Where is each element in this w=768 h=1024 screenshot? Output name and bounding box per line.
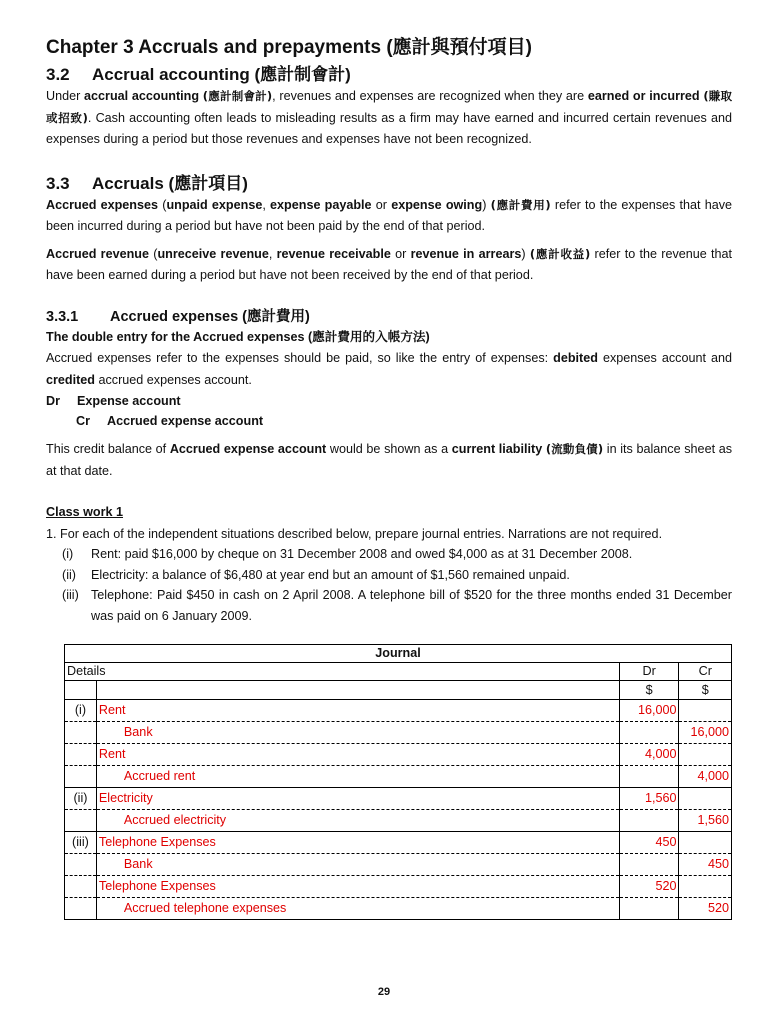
section-title: Accrual accounting (應計制會計) [92, 65, 351, 84]
journal-row [65, 876, 732, 898]
account-name: Telephone Expenses [96, 876, 619, 898]
section-number: 3.2 [46, 65, 70, 84]
journal-row [65, 810, 732, 832]
section-3-3-heading [46, 173, 732, 195]
dr-amount: 450 [619, 832, 679, 854]
dr-amount [619, 722, 679, 744]
term-earned-incurred: earned or incurred [587, 89, 700, 103]
accrued-revenue-definition [46, 244, 732, 287]
cr-amount: 450 [679, 854, 732, 876]
term-debited: debited [553, 351, 598, 365]
account-name: Rent [96, 700, 619, 722]
journal-header-row [65, 663, 732, 681]
term: expense owing [391, 197, 483, 212]
cr-account: Accrued expense account [107, 414, 264, 428]
text: in its balance sheet as at that date. [46, 442, 733, 478]
dr-label: Dr [46, 394, 60, 408]
section-title: Accrued expenses (應計費用) [110, 308, 310, 325]
question-text: For each of the independent situations described below, prepare journal entries. Narrations are not required. [60, 526, 663, 541]
journal-row [65, 744, 732, 766]
journal-row [65, 898, 732, 920]
cr-header: Cr [679, 663, 732, 681]
text: , [262, 197, 266, 212]
situation-number: (iii) [62, 588, 79, 602]
account-name: Bank [96, 854, 619, 876]
double-entry-subtitle: The double entry for the Accrued expenses (應計費用的入帳方法) [46, 329, 430, 344]
classwork-heading [46, 502, 732, 524]
cr-amount [679, 788, 732, 810]
text: accrued expenses account. [98, 372, 252, 387]
term: unpaid expense [166, 197, 263, 212]
entry-ref [65, 876, 97, 898]
journal-row [65, 722, 732, 744]
double-entry-paragraph [46, 348, 732, 391]
journal-row [65, 832, 732, 854]
cr-amount [679, 744, 732, 766]
journal-row [65, 854, 732, 876]
dr-amount [619, 766, 679, 788]
accrued-expenses-definition [46, 195, 732, 238]
account-name: Bank [96, 722, 619, 744]
section-number: 3.3 [46, 173, 70, 193]
text: or [395, 246, 407, 261]
dr-currency: $ [619, 681, 679, 700]
dr-amount: 4,000 [619, 744, 679, 766]
entry-ref: (ii) [65, 788, 97, 810]
entry-ref [65, 766, 97, 788]
chinese-term: (應計制會計) [202, 89, 273, 103]
journal-currency-row [65, 681, 732, 700]
text: ) [482, 197, 487, 212]
chinese-term: (應計收益) [529, 246, 591, 261]
cr-amount: 4,000 [679, 766, 732, 788]
cr-amount [679, 700, 732, 722]
dr-amount: 1,560 [619, 788, 679, 810]
text: refer to the revenue that have been earned during a period but have not been received by the end of that period. [46, 246, 733, 282]
question-number: 1. [46, 526, 57, 541]
text: , revenues and expenses are recognized when they are [272, 89, 585, 103]
entry-ref: (iii) [65, 832, 97, 854]
text: ( [162, 197, 167, 212]
text: . Cash accounting often leads to misleading results as a firm may have earned and incurred certain revenues and expenses during a period but those revenues and expenses have not been recognized. [46, 110, 732, 146]
empty-cell [65, 681, 97, 700]
entry-ref: (i) [65, 700, 97, 722]
term: Accrued expenses [46, 197, 159, 212]
account-name: Telephone Expenses [96, 832, 619, 854]
situation-number: (ii) [62, 567, 76, 582]
situation-text: Electricity: a balance of $6,480 at year end but an amount of $1,560 remained unpaid. [91, 567, 570, 582]
term: revenue in arrears [410, 246, 522, 261]
page-number: 29 [377, 986, 391, 998]
situation-number: (i) [62, 547, 74, 561]
cr-amount [679, 876, 732, 898]
situation-text: Rent: paid $16,000 by cheque on 31 December 2008 and owed $4,000 as at 31 December 2008. [91, 547, 633, 561]
account-name: Accrued telephone expenses [96, 898, 619, 920]
dr-amount: 520 [619, 876, 679, 898]
term: expense payable [270, 197, 372, 212]
situation-item [46, 544, 732, 565]
dr-amount: 16,000 [619, 700, 679, 722]
term: Accrued revenue [46, 246, 149, 261]
entry-ref [65, 744, 97, 766]
text: refer to the expenses that have been incurred during a period but have not been paid by the end of that period. [46, 197, 733, 233]
entry-ref [65, 854, 97, 876]
account-name: Accrued rent [96, 766, 619, 788]
situation-item [46, 585, 732, 626]
journal-title-row [65, 645, 732, 663]
dr-amount [619, 810, 679, 832]
text: or [375, 197, 387, 212]
term-accrual-accounting: accrual accounting [84, 89, 200, 103]
chinese-term: (賺取或招致) [46, 89, 733, 125]
dr-header: Dr [619, 663, 679, 681]
journal-table [64, 644, 732, 920]
section-title: Accruals (應計項目) [92, 173, 248, 193]
chinese-term: (應計費用) [490, 197, 551, 212]
cr-label: Cr [76, 414, 90, 428]
entry-ref [65, 722, 97, 744]
text: This credit balance of [46, 442, 167, 456]
dr-amount [619, 854, 679, 876]
section-3-3-1-heading [46, 307, 732, 327]
chapter-title: Chapter 3 Accruals and prepayments (應計與預付項目) [46, 37, 533, 58]
accrual-accounting-paragraph [46, 86, 732, 151]
question-item [46, 524, 732, 545]
journal-row [65, 700, 732, 722]
document-page [46, 36, 732, 626]
term: revenue receivable [276, 246, 391, 261]
text: Under [46, 89, 81, 103]
empty-cell [96, 681, 619, 700]
details-header: Details [65, 663, 620, 681]
situation-item [46, 565, 732, 586]
account-name: Accrued electricity [96, 810, 619, 832]
term: unreceive revenue [157, 246, 269, 261]
term: Accrued expense account [169, 442, 327, 456]
journal-row [65, 766, 732, 788]
text: ) [521, 246, 526, 261]
classwork-question [46, 524, 732, 627]
journal-row [65, 788, 732, 810]
term-current-liability: current liability [451, 442, 543, 456]
text: would be shown as a [329, 442, 449, 456]
classwork-title: Class work 1 [46, 505, 124, 519]
text: , [268, 246, 273, 261]
cr-amount: 1,560 [679, 810, 732, 832]
dr-account: Expense account [77, 394, 181, 408]
entry-ref [65, 898, 97, 920]
balance-sheet-paragraph [46, 439, 732, 482]
section-number: 3.3.1 [46, 308, 79, 325]
cr-amount [679, 832, 732, 854]
journal-title: Journal [65, 645, 732, 663]
credit-entry-line [46, 411, 732, 431]
section-3-2-heading [46, 64, 732, 86]
text: expenses account and [602, 351, 732, 365]
cr-amount: 520 [679, 898, 732, 920]
text: ( [153, 246, 158, 261]
dr-amount [619, 898, 679, 920]
text: Accrued expenses refer to the expenses should be paid, so like the entry of expenses: [46, 351, 549, 365]
cr-currency: $ [679, 681, 732, 700]
entry-ref [65, 810, 97, 832]
cr-amount: 16,000 [679, 722, 732, 744]
situation-text: Telephone: Paid $450 in cash on 2 April 2008. A telephone bill of $520 for the three months ended 31 December was paid on 6 January 2009. [91, 588, 732, 623]
debit-entry-line [46, 391, 732, 411]
account-name: Rent [96, 744, 619, 766]
chinese-term: (流動負債) [545, 442, 604, 456]
account-name: Electricity [96, 788, 619, 810]
term-credited: credited [46, 372, 95, 387]
